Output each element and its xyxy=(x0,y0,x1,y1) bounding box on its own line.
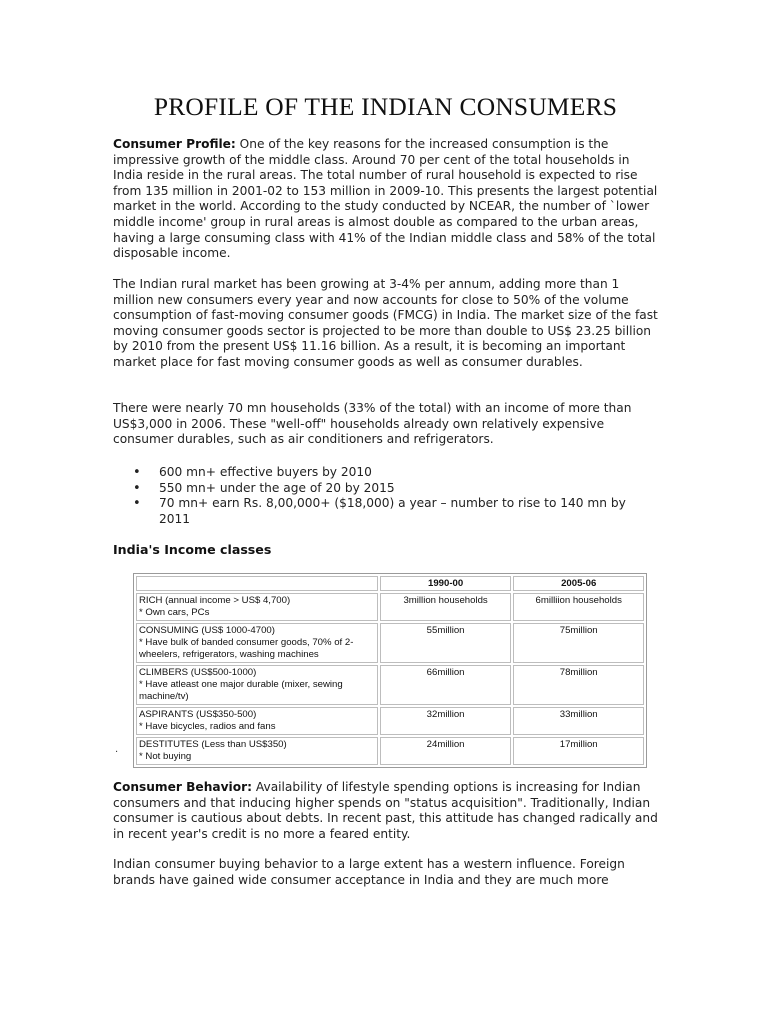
well-off-households-paragraph: There were nearly 70 mn households (33% of the total) with an income of more than US$3,000 in 2006. These "well-off" households already own relatively expensive consumer durables, such as air conditioners and refrigerators. xyxy=(113,401,632,447)
category-name: DESTITUTES (Less than US$350) xyxy=(139,739,287,750)
category-name: CONSUMING (US$ 1000-4700) xyxy=(139,625,275,636)
category-note: * Have bicycles, radios and fans xyxy=(139,721,276,732)
category-note: * Not buying xyxy=(139,751,192,762)
value-cell: 3million households xyxy=(380,593,512,621)
page-title: PROFILE OF THE INDIAN CONSUMERS xyxy=(153,92,618,121)
table-header-row xyxy=(136,576,644,591)
value-cell: 78million xyxy=(513,665,644,705)
category-header-cell xyxy=(136,576,378,591)
list-item: • 550 mn+ under the age of 20 by 2015 xyxy=(113,481,658,497)
value-cell: 75million xyxy=(513,623,644,663)
year-column-header: 2005-06 xyxy=(513,576,644,591)
western-influence-paragraph: Indian consumer buying behavior to a large extent has a western influence. Foreign brands have gained wide consumer acceptance in India and they are much more xyxy=(113,857,625,887)
value-cell: 6milliion households xyxy=(513,593,644,621)
consumer-behavior-label: Consumer Behavior: xyxy=(113,780,252,794)
rural-market-paragraph: The Indian rural market has been growing at 3-4% per annum, adding more than 1 million new consumers every year and now accounts for close to 50% of the volume consumption of fast-moving consumer goods (FMCG) in India. The market size of the fast moving consumer goods sector is projected to be more than double to US$ 23.25 billion by 2010 from the present US$ 11.16 billion. As a result, it is becoming an important market place for fast moving consumer goods as well as consumer durables. xyxy=(113,277,658,369)
table-row xyxy=(136,665,644,705)
category-name: RICH (annual income > US$ 4,700) xyxy=(139,595,291,606)
value-cell: 32million xyxy=(380,707,512,735)
category-cell xyxy=(136,737,378,765)
category-cell xyxy=(136,593,378,621)
category-cell xyxy=(136,665,378,705)
consumer-profile-label: Consumer Profile: xyxy=(113,137,236,151)
category-note: * Have bulk of banded consumer goods, 70% of 2-wheelers, refrigerators, washing machines xyxy=(139,637,354,660)
category-name: CLIMBERS (US$500-1000) xyxy=(139,667,257,678)
consumer-behavior-paragraph xyxy=(113,780,658,842)
category-note: * Have atleast one major durable (mixer, sewing machine/tv) xyxy=(139,679,343,702)
consumer-stats-list xyxy=(113,465,658,527)
value-cell: 24million xyxy=(380,737,512,765)
consumer-profile-paragraph xyxy=(113,137,658,262)
table-row xyxy=(136,737,644,765)
value-cell: 33million xyxy=(513,707,644,735)
income-classes-table xyxy=(133,573,647,768)
stray-dot: . xyxy=(115,744,119,755)
table-row xyxy=(136,707,644,735)
category-name: ASPIRANTS (US$350-500) xyxy=(139,709,257,720)
year-column-header: 1990-00 xyxy=(380,576,512,591)
category-cell xyxy=(136,707,378,735)
value-cell: 17million xyxy=(513,737,644,765)
category-note: * Own cars, PCs xyxy=(139,607,210,618)
category-cell xyxy=(136,623,378,663)
value-cell: 66million xyxy=(380,665,512,705)
value-cell: 55million xyxy=(380,623,512,663)
consumer-profile-text: One of the key reasons for the increased consumption is the impressive growth of the middle class. Around 70 per cent of the total households in India reside in the rural areas. The total number of rural household is expected to rise from 135 million in 2001-02 to 153 million in 2009-10. This presents the largest potential market in the world. According to the study conducted by NCEAR, the number of `lower middle income' group in rural areas is almost double as compared to the urban areas, having a large consuming class with 41% of the Indian middle class and 58% of the total disposable income. xyxy=(113,137,658,261)
table-row xyxy=(136,623,644,663)
list-item: • 600 mn+ effective buyers by 2010 xyxy=(113,465,658,481)
income-classes-heading: India's Income classes xyxy=(113,542,272,557)
consumer-behavior-text: Availability of lifestyle spending options is increasing for Indian consumers and that inducing higher spends on "status acquisition". Traditionally, Indian consumer is cautious about debts. In recent past, this attitude has changed radically and in recent year's credit is no more a feared entity. xyxy=(113,780,658,841)
table-row xyxy=(136,593,644,621)
list-item: • 70 mn+ earn Rs. 8,00,000+ ($18,000) a year – number to rise to 140 mn by 2011 xyxy=(113,496,658,527)
